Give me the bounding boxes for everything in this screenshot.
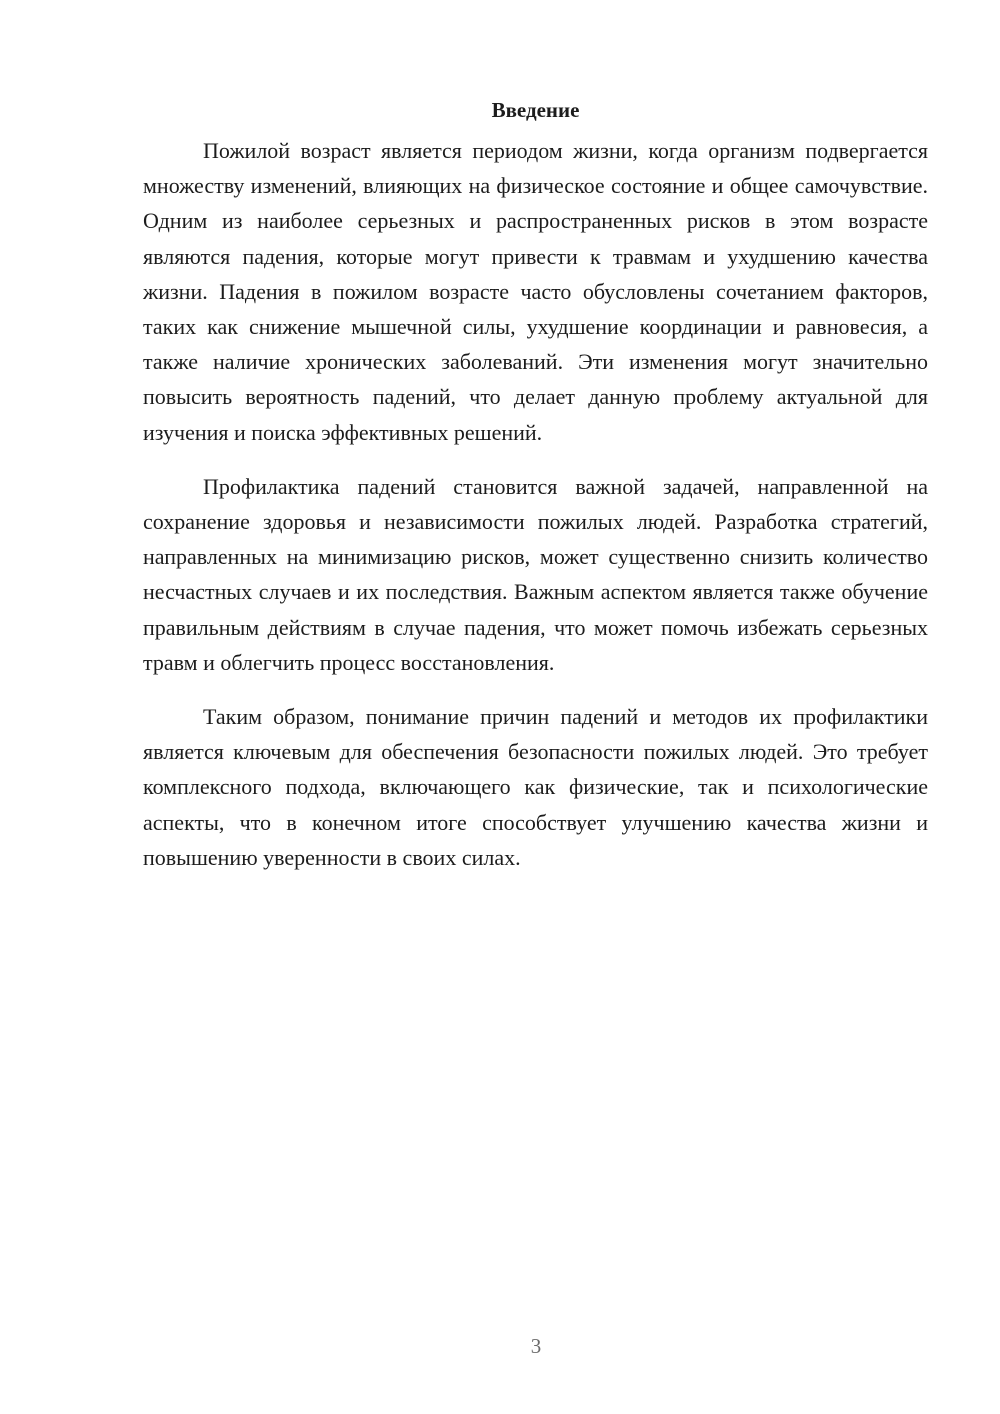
paragraph-1: Пожилой возраст является периодом жизни, когда организм подвергается множеству изменений, влияющих на физическое состояние и общее самочувствие. Одним из наиболее серьезных и распространенных рисков в этом возрасте являются падения, которые могут привести к травмам и ухудшению качества жизни. Падения в пожилом возрасте часто обусловлены сочетанием факторов, таких как снижение мышечной силы, ухудшение координации и равновесия, а также наличие хронических заболеваний. Эти изменения могут значительно повысить вероятность падений, что делает данную проблему актуальной для изучения и поиска эффективных решений.: [143, 138, 928, 445]
page-number: 3: [530, 1334, 542, 1358]
section-heading: Введение: [491, 98, 580, 122]
page-content: [143, 92, 928, 894]
paragraph-3: Таким образом, понимание причин падений и методов их профилактики является ключевым для обеспечения безопасности пожилых людей. Это требует комплексного подхода, включающего как физические, так и психологические аспекты, что в конечном итоге способствует улучшению качества жизни и повышению уверенности в своих силах.: [143, 704, 928, 870]
paragraph-2: Профилактика падений становится важной задачей, направленной на сохранение здоровья и независимости пожилых людей. Разработка стратегий, направленных на минимизацию рисков, может существенно снизить количество несчастных случаев и их последствия. Важным аспектом является также обучение правильным действиям в случае падения, что может помочь избежать серьезных травм и облегчить процесс восстановления.: [143, 473, 928, 675]
